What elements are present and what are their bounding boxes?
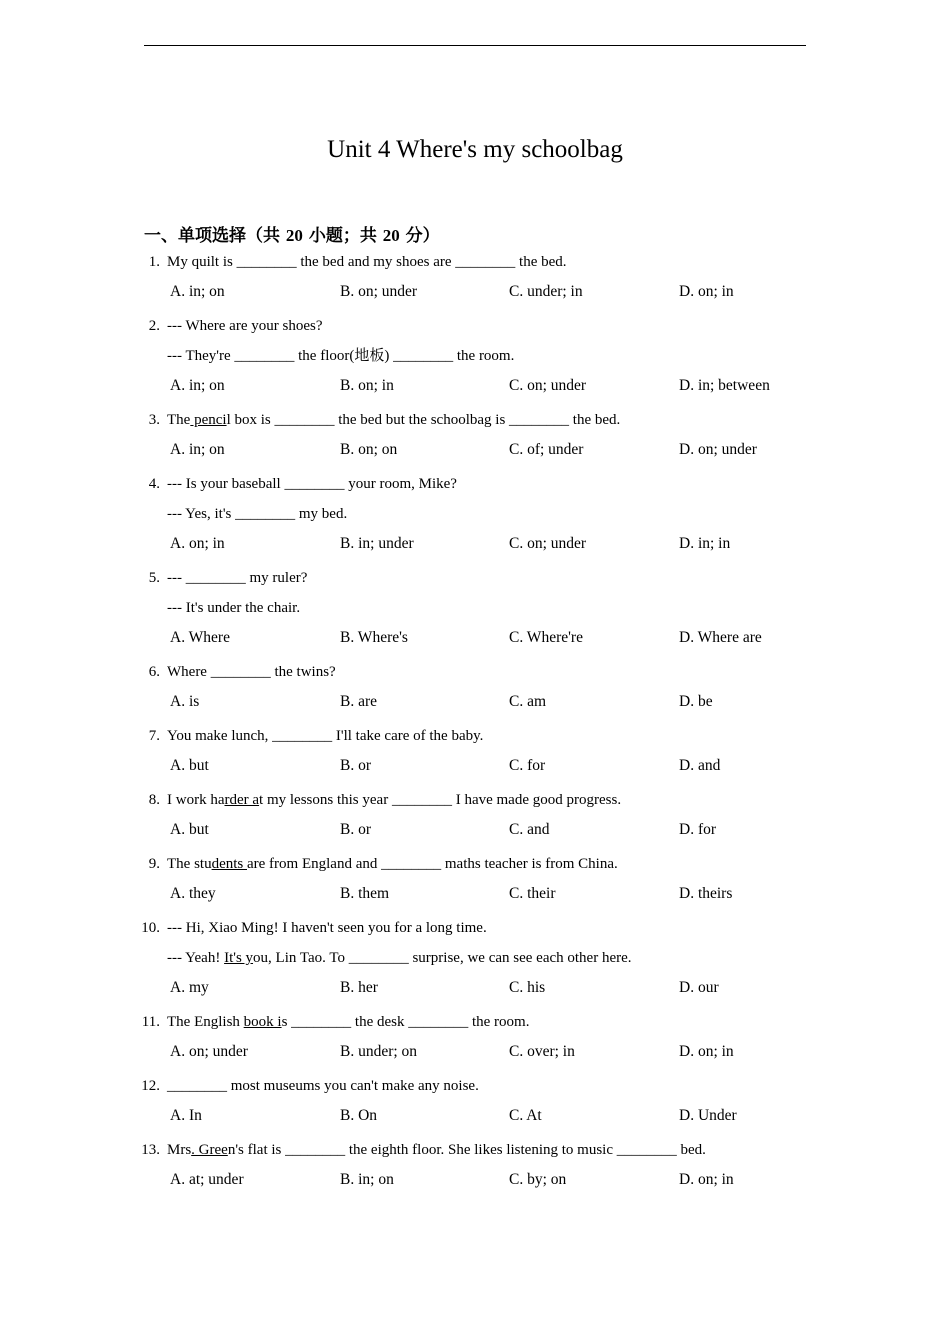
question-number: 11. bbox=[141, 1014, 160, 1030]
question-line bbox=[0, 596, 950, 626]
option-c: C. Where're bbox=[509, 629, 583, 646]
answer-options bbox=[0, 438, 950, 468]
question-number: 13. bbox=[141, 1142, 160, 1158]
question-item bbox=[0, 1010, 950, 1070]
header-rule bbox=[144, 45, 806, 46]
option-a: A. at; under bbox=[170, 1171, 244, 1188]
option-c: C. for bbox=[509, 757, 546, 774]
option-a: A. in; on bbox=[170, 441, 225, 458]
option-a: A. but bbox=[170, 821, 209, 838]
option-d: D. be bbox=[679, 693, 713, 710]
question-text-segment: t my lessons this year ________ I have made good progress. bbox=[259, 792, 622, 808]
question-text bbox=[167, 502, 347, 526]
question-item bbox=[0, 1138, 950, 1198]
question-text-segment: --- Is your baseball ________ your room, Mike? bbox=[167, 476, 457, 492]
question-line bbox=[0, 916, 950, 946]
question-number: 2. bbox=[148, 318, 160, 334]
question-number: 10. bbox=[141, 920, 160, 936]
question-line bbox=[0, 852, 950, 882]
answer-options bbox=[0, 1040, 950, 1070]
question-line bbox=[0, 250, 950, 280]
option-d: D. theirs bbox=[679, 885, 733, 902]
question-text-segment: --- They're ________ the floor(地板) ________ the room. bbox=[167, 348, 515, 364]
question-number: 9. bbox=[148, 856, 160, 872]
question-item bbox=[0, 408, 950, 468]
question-text-segment: My quilt is ________ the bed and my shoes are ________ the bed. bbox=[167, 254, 567, 270]
underlined-text: rder a bbox=[224, 792, 260, 808]
question-text-segment: The stu bbox=[167, 856, 212, 872]
question-text bbox=[167, 660, 336, 684]
option-b: B. on; under bbox=[340, 283, 418, 300]
option-a: A. on; in bbox=[170, 535, 225, 552]
option-c: C. under; in bbox=[509, 283, 583, 300]
question-item bbox=[0, 916, 950, 1006]
option-b: B. them bbox=[340, 885, 390, 902]
question-line bbox=[0, 1138, 950, 1168]
option-c: C. and bbox=[509, 821, 550, 838]
question-text-segment: --- ________ my ruler? bbox=[167, 570, 308, 586]
option-b: B. On bbox=[340, 1107, 378, 1124]
option-c: C. am bbox=[509, 693, 547, 710]
section-heading-prefix: 一、单项选择（共 bbox=[144, 226, 286, 246]
option-b: B. her bbox=[340, 979, 378, 996]
option-c: C. by; on bbox=[509, 1171, 567, 1188]
question-text bbox=[167, 1010, 529, 1034]
option-b: B. in; on bbox=[340, 1171, 394, 1188]
answer-options bbox=[0, 882, 950, 912]
option-d: D. and bbox=[679, 757, 721, 774]
option-a: A. in; on bbox=[170, 377, 225, 394]
question-list bbox=[0, 250, 950, 1202]
question-text bbox=[167, 314, 322, 338]
question-number: 7. bbox=[148, 728, 160, 744]
underlined-text: . Gree bbox=[191, 1142, 228, 1158]
answer-options bbox=[0, 818, 950, 848]
question-item bbox=[0, 566, 950, 656]
question-item bbox=[0, 472, 950, 562]
question-text-segment: --- Yeah! bbox=[167, 950, 225, 966]
option-b: B. on; in bbox=[340, 377, 394, 394]
answer-options bbox=[0, 626, 950, 656]
question-text-segment: The bbox=[167, 412, 191, 428]
underlined-text: book i bbox=[243, 1014, 282, 1030]
question-text-segment: --- Yes, it's ________ my bed. bbox=[167, 506, 348, 522]
option-c: C. of; under bbox=[509, 441, 584, 458]
option-d: D. for bbox=[679, 821, 717, 838]
question-text bbox=[167, 596, 300, 620]
option-c: C. At bbox=[509, 1107, 542, 1124]
question-number: 3. bbox=[148, 412, 160, 428]
option-d: D. on; under bbox=[679, 441, 757, 458]
underlined-text: dents bbox=[211, 856, 247, 872]
question-text bbox=[167, 1138, 706, 1162]
question-text bbox=[167, 852, 618, 876]
question-text bbox=[167, 408, 620, 432]
answer-options bbox=[0, 754, 950, 784]
option-a: A. on; under bbox=[170, 1043, 248, 1060]
page-title: Unit 4 Where's my schoolbag bbox=[327, 136, 623, 163]
option-b: B. are bbox=[340, 693, 378, 710]
question-text-segment: s ________ the desk ________ the room. bbox=[281, 1014, 530, 1030]
option-a: A. In bbox=[170, 1107, 202, 1124]
answer-options bbox=[0, 280, 950, 310]
question-item bbox=[0, 660, 950, 720]
answer-options bbox=[0, 690, 950, 720]
option-b: B. Where's bbox=[340, 629, 408, 646]
option-b: B. under; on bbox=[340, 1043, 418, 1060]
option-b: B. or bbox=[340, 757, 371, 774]
option-c: C. on; under bbox=[509, 377, 587, 394]
question-number: 8. bbox=[148, 792, 160, 808]
option-d: D. Where are bbox=[679, 629, 762, 646]
question-line bbox=[0, 946, 950, 976]
option-a: A. but bbox=[170, 757, 209, 774]
question-line bbox=[0, 314, 950, 344]
answer-options bbox=[0, 374, 950, 404]
answer-options bbox=[0, 1168, 950, 1198]
question-text-segment: ou, Lin Tao. To ________ surprise, we can see each other here. bbox=[253, 950, 632, 966]
option-c: C. over; in bbox=[509, 1043, 575, 1060]
question-number: 6. bbox=[148, 664, 160, 680]
question-text bbox=[167, 1074, 479, 1098]
question-text-segment: --- Where are your shoes? bbox=[167, 318, 323, 334]
option-b: B. or bbox=[340, 821, 371, 838]
question-item bbox=[0, 788, 950, 848]
question-line bbox=[0, 724, 950, 754]
question-text bbox=[167, 250, 567, 274]
answer-options bbox=[0, 532, 950, 562]
question-text-segment: --- It's under the chair. bbox=[167, 600, 301, 616]
answer-options bbox=[0, 976, 950, 1006]
section-heading-suffix: 分） bbox=[399, 226, 440, 246]
question-text bbox=[167, 472, 457, 496]
option-d: D. in; between bbox=[679, 377, 770, 394]
question-text-segment: The English bbox=[167, 1014, 244, 1030]
option-b: B. in; under bbox=[340, 535, 414, 552]
option-a: A. my bbox=[170, 979, 209, 996]
question-item bbox=[0, 1074, 950, 1134]
question-number: 12. bbox=[141, 1078, 160, 1094]
question-line bbox=[0, 788, 950, 818]
question-line bbox=[0, 1010, 950, 1040]
answer-options bbox=[0, 1104, 950, 1134]
question-item bbox=[0, 314, 950, 404]
question-text bbox=[167, 344, 514, 368]
question-number: 5. bbox=[148, 570, 160, 586]
question-line bbox=[0, 344, 950, 374]
question-line bbox=[0, 566, 950, 596]
question-text-segment: You make lunch, ________ I'll take care of the baby. bbox=[167, 728, 484, 744]
underlined-text: penci bbox=[190, 412, 227, 428]
option-a: A. they bbox=[170, 885, 216, 902]
section-heading-middle: 小题；共 bbox=[302, 226, 383, 246]
question-item bbox=[0, 250, 950, 310]
section-score-total: 20 bbox=[382, 226, 400, 245]
option-c: C. his bbox=[509, 979, 546, 996]
option-b: B. on; on bbox=[340, 441, 398, 458]
question-text bbox=[167, 566, 307, 590]
question-text-segment: l box is ________ the bed but the schoolbag is ________ the bed. bbox=[226, 412, 621, 428]
question-text bbox=[167, 788, 621, 812]
option-c: C. on; under bbox=[509, 535, 587, 552]
option-d: D. our bbox=[679, 979, 719, 996]
option-d: D. on; in bbox=[679, 1171, 734, 1188]
option-d: D. Under bbox=[679, 1107, 737, 1124]
option-a: A. Where bbox=[170, 629, 230, 646]
option-d: D. on; in bbox=[679, 1043, 734, 1060]
question-item bbox=[0, 724, 950, 784]
option-d: D. on; in bbox=[679, 283, 734, 300]
question-line bbox=[0, 660, 950, 690]
underlined-text: It's y bbox=[224, 950, 254, 966]
question-text-segment: are from England and ________ maths teacher is from China. bbox=[247, 856, 618, 872]
question-line bbox=[0, 502, 950, 532]
section-question-count: 20 bbox=[285, 226, 303, 245]
question-item bbox=[0, 852, 950, 912]
question-text-segment: Mrs bbox=[167, 1142, 192, 1158]
option-c: C. their bbox=[509, 885, 556, 902]
question-text-segment: Where ________ the twins? bbox=[167, 664, 336, 680]
question-line bbox=[0, 408, 950, 438]
question-text bbox=[167, 946, 632, 970]
question-text-segment: n's flat is ________ the eighth floor. She likes listening to music ________ bed. bbox=[227, 1142, 706, 1158]
question-text-segment: --- Hi, Xiao Ming! I haven't seen you for a long time. bbox=[167, 920, 487, 936]
section-heading bbox=[144, 224, 440, 248]
question-text bbox=[167, 724, 483, 748]
question-number: 4. bbox=[148, 476, 160, 492]
question-text bbox=[167, 916, 487, 940]
option-a: A. in; on bbox=[170, 283, 225, 300]
question-text-segment: I work ha bbox=[167, 792, 225, 808]
question-text-segment: ________ most museums you can't make any noise. bbox=[167, 1078, 479, 1094]
question-line bbox=[0, 472, 950, 502]
question-number: 1. bbox=[148, 254, 160, 270]
question-line bbox=[0, 1074, 950, 1104]
option-a: A. is bbox=[170, 693, 200, 710]
option-d: D. in; in bbox=[679, 535, 731, 552]
